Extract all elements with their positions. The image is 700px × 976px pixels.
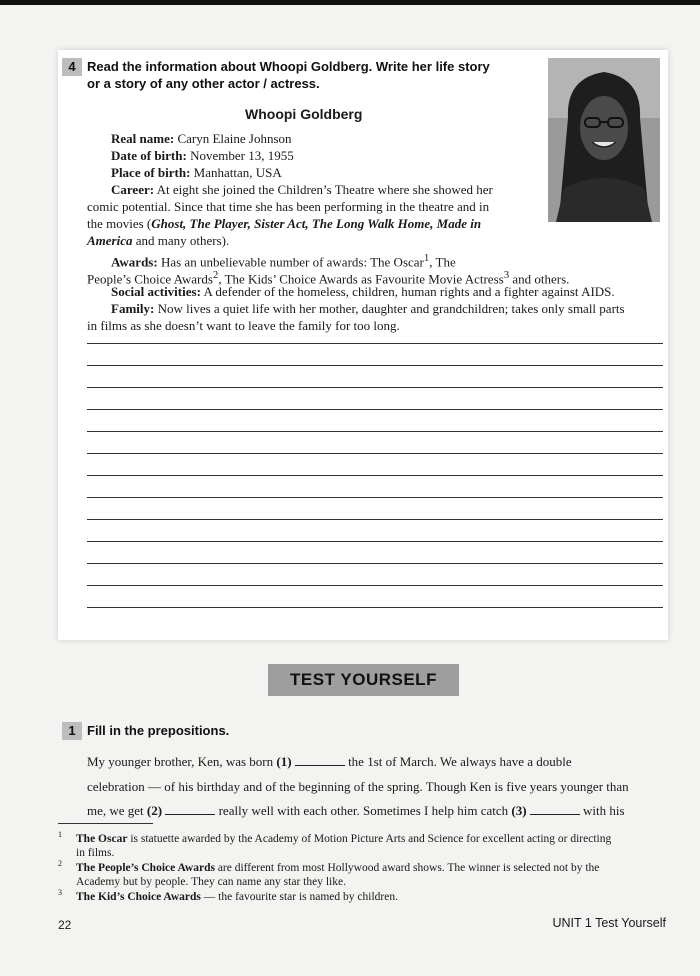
bio-awards-line2: People’s Choice Awards$^2$, The Kids’ Choice Awards as Favourite Movie Actress$^3$ and others.	[87, 269, 570, 287]
bio-career-line1: Career: At eight she joined the Children’s Theatre where she showed her	[111, 182, 493, 197]
writing-line[interactable]	[87, 431, 663, 432]
writing-line[interactable]	[87, 563, 663, 564]
bio-career-line3: the movies (Ghost, The Player, Sister Act, The Long Walk Home, Made in	[87, 216, 482, 231]
task1-number: 1	[62, 722, 82, 740]
writing-line[interactable]	[87, 343, 663, 344]
gap-2-blank[interactable]	[165, 802, 215, 815]
bio-place-of-birth: Place of birth: Manhattan, USA	[111, 165, 282, 180]
whoopi-goldberg-photo	[548, 58, 660, 222]
test-yourself-banner: TEST YOURSELF	[268, 664, 459, 696]
writing-line[interactable]	[87, 365, 663, 366]
footnote-3: $^3$ The Kid’s Choice Awards — the favourite star is named by children.	[58, 888, 398, 903]
writing-line[interactable]	[87, 497, 663, 498]
writing-line[interactable]	[87, 541, 663, 542]
task1-line2: celebration — of his birthday and of the beginning of the spring. Though Ken is five years younger than	[87, 779, 629, 794]
footnote-1: $^1$ The Oscar is statuette awarded by the Academy of Motion Picture Arts and Science for excellent acting or directing in films.	[58, 830, 612, 859]
writing-line[interactable]	[87, 453, 663, 454]
footnote-rule	[58, 823, 153, 824]
top-rule	[0, 0, 700, 5]
writing-line[interactable]	[87, 409, 663, 410]
bio-real-name: Real name: Caryn Elaine Johnson	[111, 131, 292, 146]
task1-line1: My younger brother, Ken, was born (1) the 1st of March. We always have a double	[87, 754, 572, 769]
footnote-2: $^2$ The People’s Choice Awards are different from most Hollywood award shows. The winner is selected not by the Academy but by people. They can name any star they like.	[58, 859, 600, 888]
page-number: 22	[58, 918, 72, 932]
task4-instruction-line1: Read the information about Whoopi Goldberg. Write her life story	[87, 59, 490, 74]
writing-line[interactable]	[87, 387, 663, 388]
bio-family-line1: Family: Now lives a quiet life with her mother, daughter and grandchildren; takes only small parts	[111, 301, 625, 316]
task4-instruction-line2: or a story of any other actor / actress.	[87, 76, 320, 91]
writing-line[interactable]	[87, 475, 663, 476]
writing-line[interactable]	[87, 607, 663, 608]
writing-line[interactable]	[87, 585, 663, 586]
bio-awards-line1: Awards: Has an unbelievable number of awards: The Oscar$^1$, The	[111, 252, 456, 270]
task1-line3: me, we get (2) really well with each other. Sometimes I help him catch (3) with his	[87, 803, 625, 818]
bio-career-line4: America and many others).	[87, 233, 230, 248]
gap-1-blank[interactable]	[295, 753, 345, 766]
task1-instruction: Fill in the prepositions.	[87, 723, 230, 738]
footer-unit-label: UNIT 1 Test Yourself	[552, 916, 666, 930]
bio-title: Whoopi Goldberg	[245, 106, 363, 122]
bio-career-line2: comic potential. Since that time she has been performing in the theatre and in	[87, 199, 490, 214]
writing-line[interactable]	[87, 519, 663, 520]
bio-date-of-birth: Date of birth: November 13, 1955	[111, 148, 294, 163]
bio-family-line2: in films as she doesn’t want to leave the family for too long.	[87, 318, 400, 333]
gap-3-blank[interactable]	[530, 802, 580, 815]
task4-number: 4	[62, 58, 82, 76]
bio-social-activities: Social activities: A defender of the homeless, children, human rights and a fighter against AIDS.	[111, 284, 615, 299]
